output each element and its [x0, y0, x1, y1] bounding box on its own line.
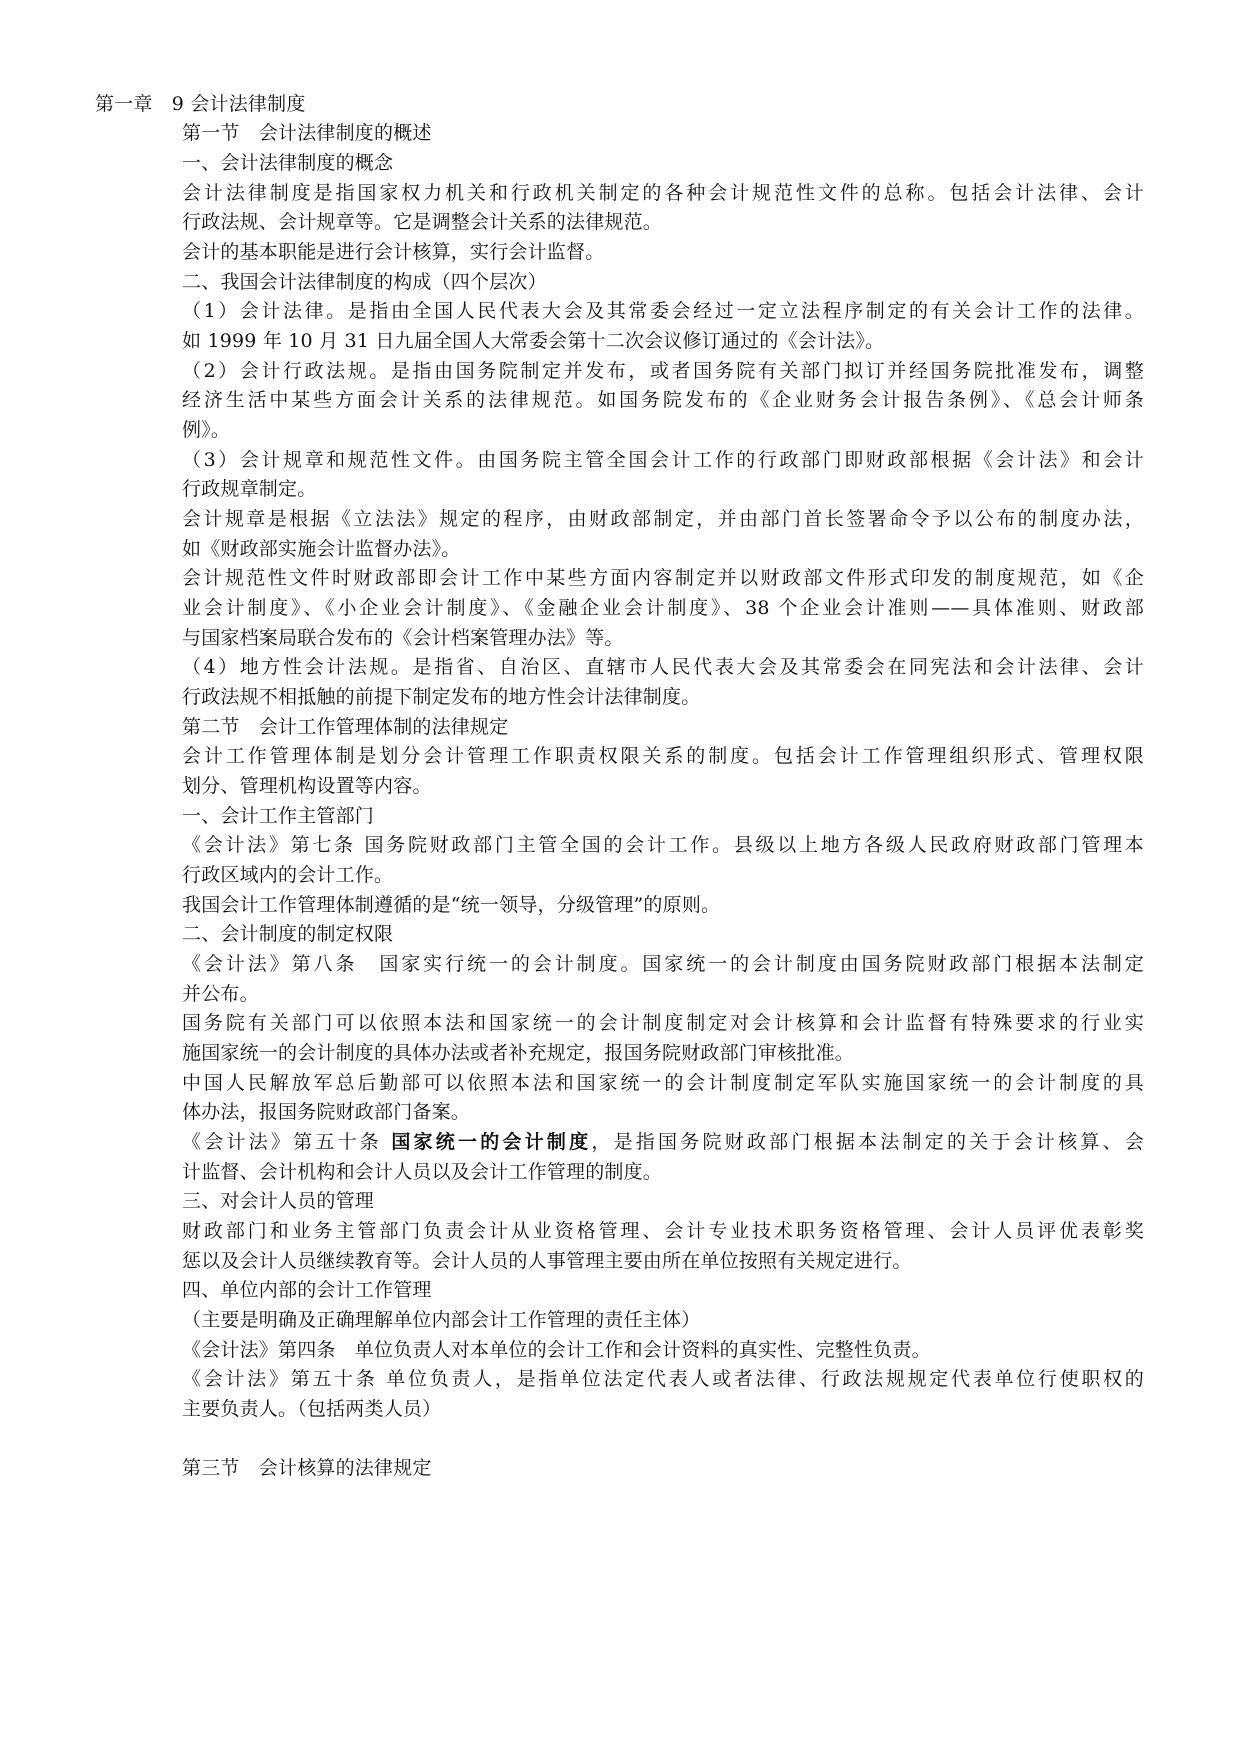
article-ref: 《会计法》第五十条	[182, 1131, 392, 1153]
section-1-title: 第一节 会计法律制度的概述	[182, 122, 432, 144]
bold-term: 国家统一的会计制度	[391, 1131, 592, 1153]
paragraph-line: 划分、管理机构设置等内容。	[182, 775, 432, 797]
paragraph-line: 会计规章是根据《立法法》规定的程序，由财政部制定，并由部门首长签署命令予以公布的制度办法，	[182, 508, 1144, 530]
paragraph-line: 与国家档案局联合发布的《会计档案管理办法》等。	[182, 627, 624, 649]
paragraph-line: 行政法规不相抵触的前提下制定发布的地方性会计法律制度。	[182, 686, 701, 708]
paragraph-line: 会计工作管理体制是划分会计管理工作职责权限关系的制度。包括会计工作管理组织形式、管理权限	[182, 745, 1144, 767]
paragraph-line: 业会计制度》、《小企业会计制度》、《金融企业会计制度》、38 个企业会计准则——具体准则、财政部	[182, 597, 1144, 619]
paragraph-line: （2）会计行政法规。是指由国务院制定并发布，或者国务院有关部门拟订并经国务院批准发布，调整	[182, 360, 1144, 382]
paragraph-line: 施国家统一的会计制度的具体办法或者补充规定，报国务院财政部门审核批准。	[182, 1042, 855, 1064]
paragraph-line: 国务院有关部门可以依照本法和国家统一的会计制度制定对会计核算和会计监督有特殊要求的行业实	[182, 1012, 1144, 1034]
paragraph-line: 行政区域内的会计工作。	[182, 864, 394, 886]
chapter-title: 第一章 9 会计法律制度	[95, 93, 306, 115]
paragraph-line: 主要负责人。（包括两类人员）	[182, 1398, 442, 1420]
paragraph-line: 中国人民解放军总后勤部可以依照本法和国家统一的会计制度制定军队实施国家统一的会计制度的具	[182, 1072, 1144, 1094]
heading-staff: 三、对会计人员的管理	[182, 1190, 375, 1212]
paragraph-line: （4）地方性会计法规。是指省、自治区、直辖市人民代表大会及其常委会在同宪法和会计法律、会计	[182, 656, 1144, 678]
paragraph-line: 《会计法》第八条 国家实行统一的会计制度。国家统一的会计制度由国务院财政部门根据本法制定	[182, 953, 1144, 975]
paragraph-line: 会计的基本职能是进行会计核算，实行会计监督。	[182, 241, 605, 263]
paragraph-line: （主要是明确及正确理解单位内部会计工作管理的责任主体）	[182, 1309, 701, 1331]
paragraph-line: （3）会计规章和规范性文件。由国务院主管全国会计工作的行政部门即财政部根据《会计法》和会计	[182, 449, 1144, 471]
paragraph-line: 《会计法》第七条 国务院财政部门主管全国的会计工作。县级以上地方各级人民政府财政部门管理本	[182, 834, 1144, 856]
heading-authority: 一、会计工作主管部门	[182, 805, 375, 827]
article-text: ，是指国务院财政部门根据本法制定的关于会计核算、会	[591, 1131, 1144, 1153]
paragraph-line: 如《财政部实施会计监督办法》。	[182, 538, 461, 560]
heading-structure: 二、我国会计法律制度的构成（四个层次）	[182, 271, 547, 293]
paragraph-line: 计监督、会计机构和会计人员以及会计工作管理的制度。	[182, 1161, 663, 1183]
paragraph-line: 行政规章制定。	[182, 478, 317, 500]
paragraph-line	[182, 1126, 1144, 1158]
paragraph-line: 会计法律制度是指国家权力机关和行政机关制定的各种会计规范性文件的总称。包括会计法律、会计	[182, 182, 1144, 204]
paragraph-line: 如 1999 年 10 月 31 日九届全国人大常委会第十二次会议修订通过的《会计法》。	[182, 330, 885, 352]
heading-internal: 四、单位内部的会计工作管理	[182, 1279, 432, 1301]
paragraph-line: 财政部门和业务主管部门负责会计从业资格管理、会计专业技术职务资格管理、会计人员评优表彰奖	[182, 1220, 1144, 1242]
paragraph-line: 会计规范性文件时财政部即会计工作中某些方面内容制定并以财政部文件形式印发的制度规范，如《企	[182, 567, 1144, 589]
heading-concept: 一、会计法律制度的概念	[182, 152, 394, 174]
paragraph-line: 体办法，报国务院财政部门备案。	[182, 1101, 471, 1123]
paragraph-line: 《会计法》第四条 单位负责人对本单位的会计工作和会计资料的真实性、完整性负责。	[182, 1339, 931, 1361]
paragraph-line: 惩以及会计人员继续教育等。会计人员的人事管理主要由所在单位按照有关规定进行。	[182, 1250, 912, 1272]
section-3-title: 第三节 会计核算的法律规定	[182, 1457, 432, 1479]
paragraph-line: 行政法规、会计规章等。它是调整会计关系的法律规范。	[182, 211, 663, 233]
section-2-title: 第二节 会计工作管理体制的法律规定	[182, 716, 509, 738]
paragraph-line: 我国会计工作管理体制遵循的是“统一领导，分级管理”的原则。	[182, 894, 721, 916]
heading-rulemaking: 二、会计制度的制定权限	[182, 923, 394, 945]
paragraph-line: 例》。	[182, 419, 231, 441]
paragraph-line: 经济生活中某些方面会计关系的法律规范。如国务院发布的《企业财务会计报告条例》、《总会计师条	[182, 389, 1144, 411]
paragraph-line: 并公布。	[182, 983, 259, 1005]
paragraph-line: 《会计法》第五十条 单位负责人，是指单位法定代表人或者法律、行政法规规定代表单位行使职权的	[182, 1368, 1144, 1390]
paragraph-line: （1）会计法律。是指由全国人民代表大会及其常委会经过一定立法程序制定的有关会计工作的法律。	[182, 300, 1144, 322]
